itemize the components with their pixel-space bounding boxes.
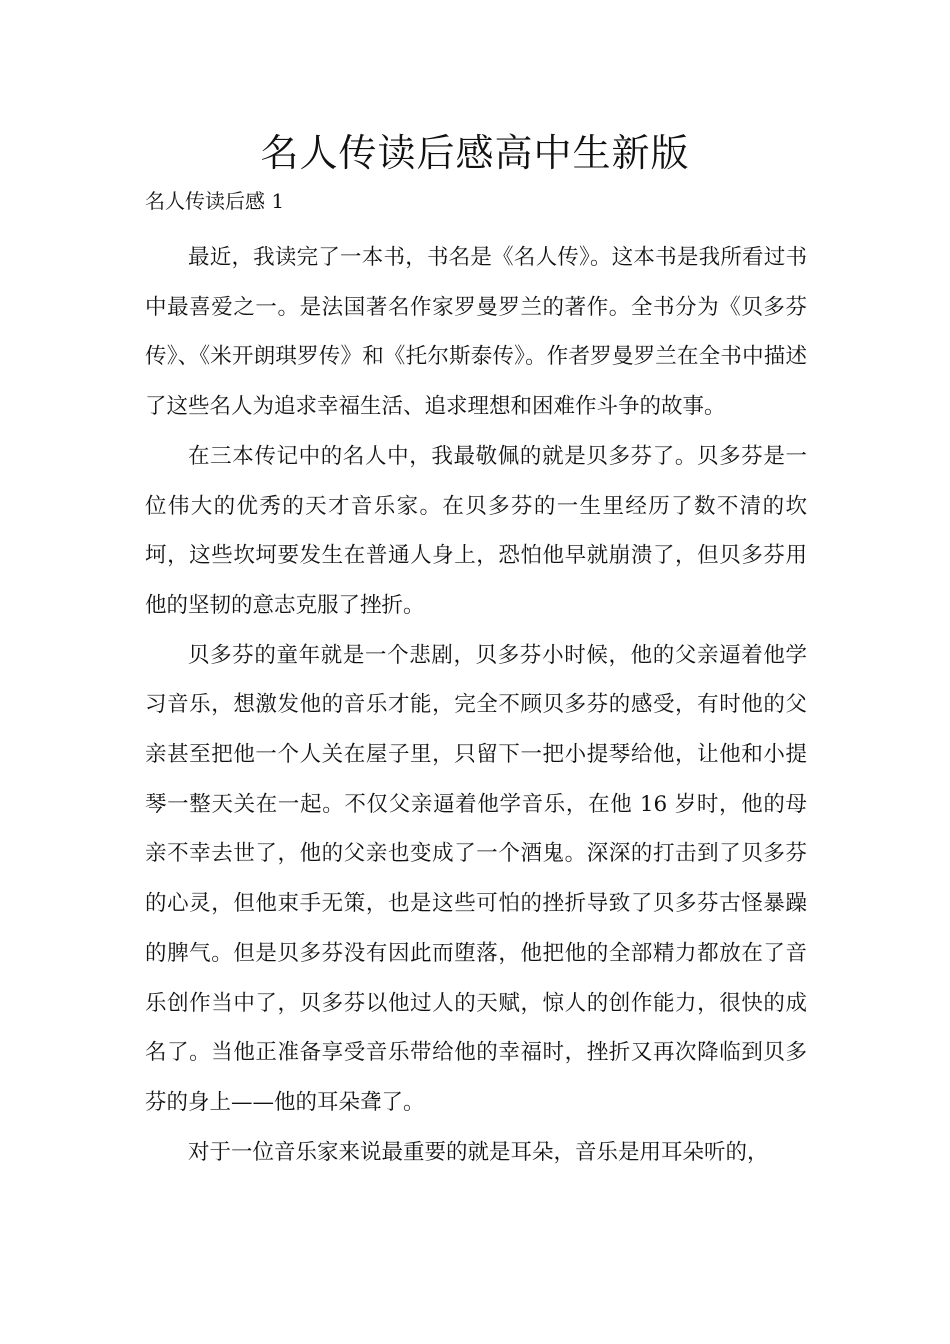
body-paragraph: 贝多芬的童年就是一个悲剧，贝多芬小时候，他的父亲逼着他学习音乐，想激发他的音乐才能，完全不顾贝多芬的感受，有时他的父亲甚至把他一个人关在屋子里，只留下一把小提琴给他，让他和小提琴一整天关在一起。不仅父亲逼着他学音乐，在他 16 岁时，他的母亲不幸去世了，他的父亲也变成了一个酒鬼。深深的打击到了贝多芬的心灵，但他束手无策，也是这些可怕的挫折导致了贝多芬古怪暴躁的脾气。但是贝多芬没有因此而堕落，他把他的全部精力都放在了音乐创作当中了，贝多芬以他过人的天赋，惊人的创作能力，很快的成名了。当他正准备享受音乐带给他的幸福时，挫折又再次降临到贝多芬的身上——他的耳朵聋了。 [145, 642, 807, 1115]
section-heading: 名人传读后感 1 [145, 189, 285, 213]
body-paragraph: 对于一位音乐家来说最重要的就是耳朵，音乐是用耳朵听的， [188, 1139, 769, 1165]
document-title: 名人传读后感高中生新版 [260, 131, 690, 175]
document-body [145, 233, 807, 1177]
body-paragraph: 在三本传记中的名人中，我最敬佩的就是贝多芬了。贝多芬是一位伟大的优秀的天才音乐家。在贝多芬的一生里经历了数不清的坎坷，这些坎坷要发生在普通人身上，恐怕他早就崩溃了，但贝多芬用他的坚韧的意志克服了挫折。 [145, 443, 807, 618]
body-paragraph: 最近，我读完了一本书，书名是《名人传》。这本书是我所看过书中最喜爱之一。是法国著名作家罗曼罗兰的著作。全书分为《贝多芬传》、《米开朗琪罗传》和《托尔斯泰传》。作者罗曼罗兰在全书中描述了这些名人为追求幸福生活、追求理想和困难作斗争的故事。 [145, 245, 807, 420]
